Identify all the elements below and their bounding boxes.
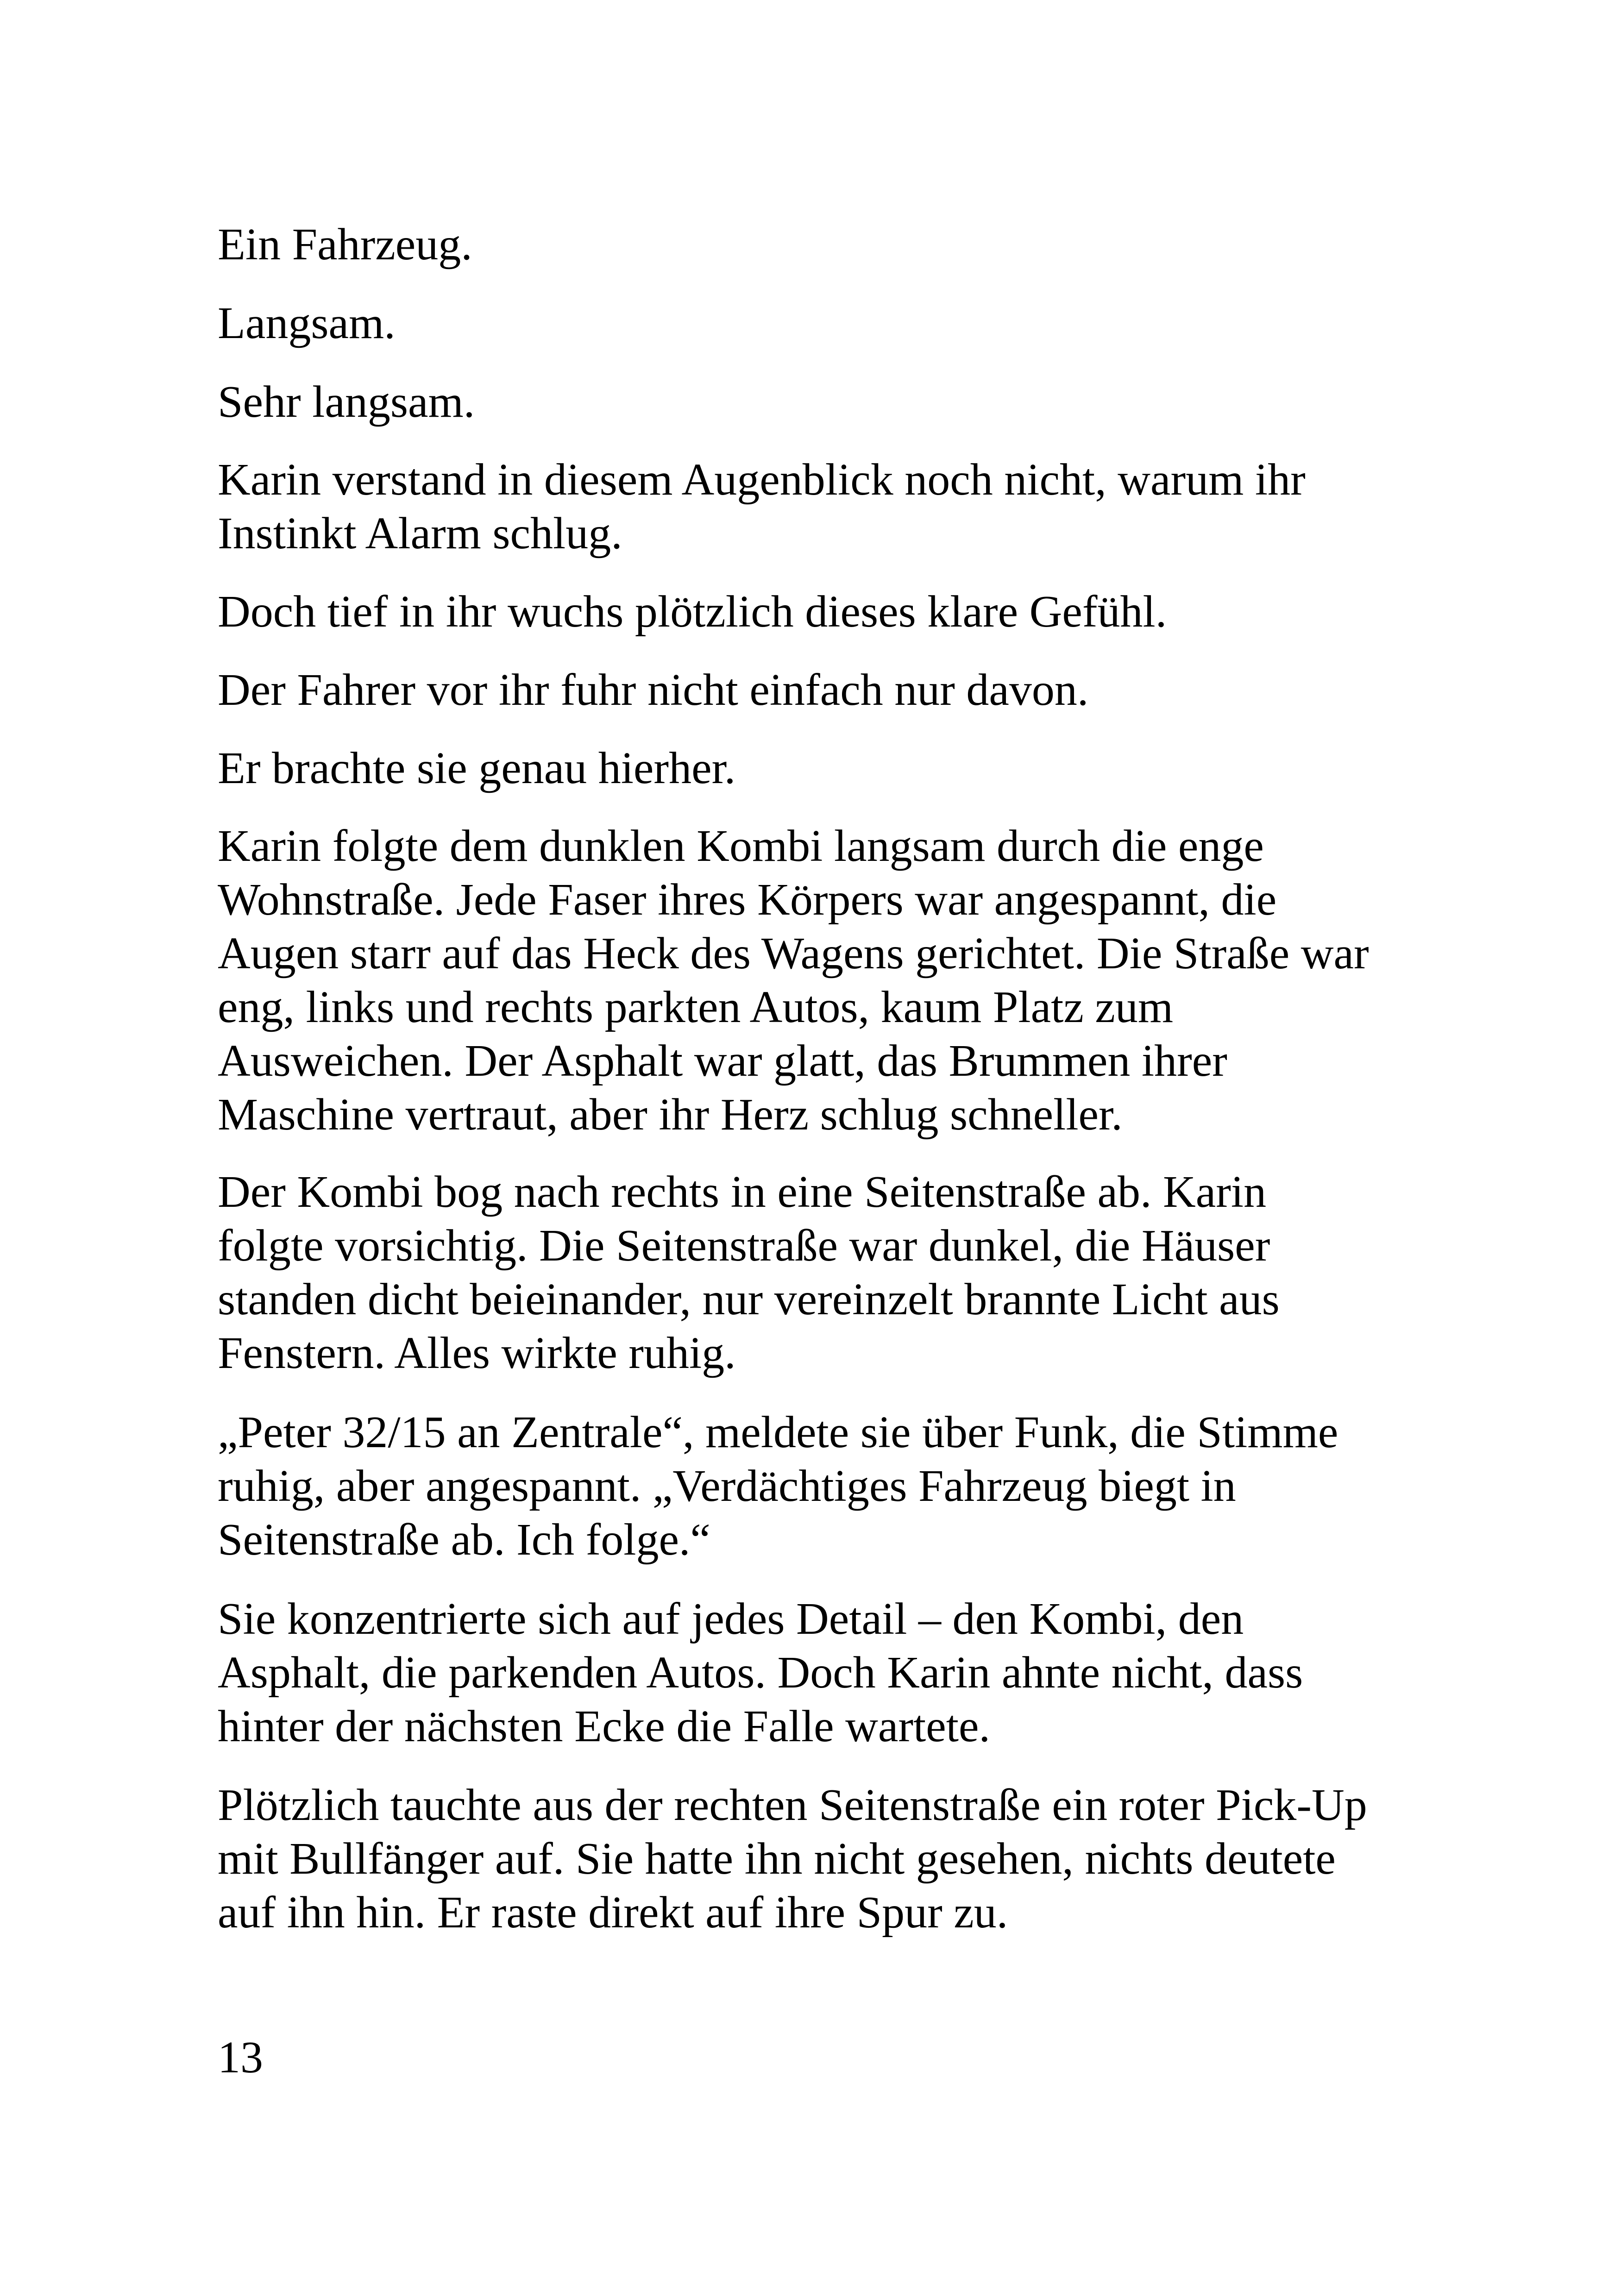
text-line: ruhig, aber angespannt. „Verdächtiges Fahrzeug biegt in <box>218 1461 1236 1511</box>
text-line: Karin folgte dem dunklen Kombi langsam durch die enge <box>218 821 1264 871</box>
text-line: standen dicht beieinander, nur vereinzelt brannte Licht aus <box>218 1274 1280 1324</box>
paragraph <box>218 453 1431 560</box>
text-line: Asphalt, die parkenden Autos. Doch Karin ahnte nicht, dass <box>218 1648 1303 1698</box>
paragraph <box>218 585 1431 639</box>
paragraph <box>218 819 1431 1142</box>
text-line: Der Kombi bog nach rechts in eine Seitenstraße ab. Karin <box>218 1167 1267 1217</box>
text-line: Seitenstraße ab. Ich folge.“ <box>218 1515 710 1565</box>
text-line: Karin verstand in diesem Augenblick noch nicht, warum ihr <box>218 455 1306 505</box>
text-line: Wohnstraße. Jede Faser ihres Körpers war angespannt, die <box>218 875 1277 925</box>
text-line: auf ihn hin. Er raste direkt auf ihre Spur zu. <box>218 1888 1008 1938</box>
text-line: mit Bullfänger auf. Sie hatte ihn nicht gesehen, nichts deutete <box>218 1834 1336 1884</box>
text-line: „Peter 32/15 an Zentrale“, meldete sie über Funk, die Stimme <box>218 1407 1338 1457</box>
text-line: Maschine vertraut, aber ihr Herz schlug schneller. <box>218 1090 1123 1140</box>
text-line: eng, links und rechts parkten Autos, kaum Platz zum <box>218 982 1174 1032</box>
paragraph <box>218 218 1431 271</box>
paragraph <box>218 1592 1431 1753</box>
text-line: Instinkt Alarm schlug. <box>218 508 622 558</box>
text-line: Sehr langsam. <box>218 377 475 427</box>
text-line: Fenstern. Alles wirkte ruhig. <box>218 1328 736 1378</box>
paragraph <box>218 741 1431 795</box>
text-line: Ein Fahrzeug. <box>218 220 472 270</box>
text-line: Ausweichen. Der Asphalt war glatt, das Brummen ihrer <box>218 1036 1227 1086</box>
paragraph <box>218 375 1431 429</box>
text-line: Langsam. <box>218 298 396 348</box>
paragraph <box>218 663 1431 717</box>
paragraph <box>218 1778 1431 1939</box>
text-line: Augen starr auf das Heck des Wagens gerichtet. Die Straße war <box>218 928 1369 979</box>
paragraph <box>218 296 1431 350</box>
paragraph <box>218 1405 1431 1567</box>
text-line: Sie konzentrierte sich auf jedes Detail – den Kombi, den <box>218 1594 1244 1644</box>
text-line: Er brachte sie genau hierher. <box>218 743 736 793</box>
text-line: Doch tief in ihr wuchs plötzlich dieses klare Gefühl. <box>218 587 1167 637</box>
text-line: Der Fahrer vor ihr fuhr nicht einfach nur davon. <box>218 665 1089 715</box>
text-line: Plötzlich tauchte aus der rechten Seitenstraße ein roter Pick-Up <box>218 1780 1367 1830</box>
text-line: folgte vorsichtig. Die Seitenstraße war dunkel, die Häuser <box>218 1221 1270 1271</box>
page-number: 13 <box>218 2033 263 2083</box>
paragraph <box>218 1165 1431 1380</box>
text-line: hinter der nächsten Ecke die Falle wartete. <box>218 1701 990 1751</box>
